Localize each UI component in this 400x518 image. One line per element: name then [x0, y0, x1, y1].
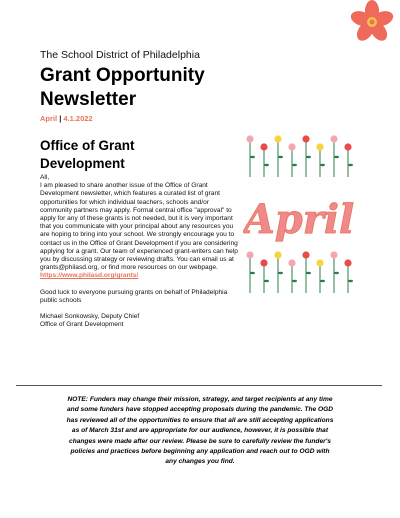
signature-name: Michael Sonkowsky, Deputy Chief — [40, 313, 140, 321]
flower-leaf — [292, 280, 297, 282]
flower-head — [330, 135, 337, 142]
flower-head — [288, 143, 295, 150]
flower-icon — [345, 0, 397, 48]
flower-leaf — [306, 156, 311, 158]
flower-head — [344, 259, 351, 266]
greeting: All, — [40, 174, 50, 181]
flower-leaf — [264, 164, 269, 166]
flower-border-icon — [246, 135, 353, 177]
date-separator: | — [59, 114, 62, 123]
flower-leaf — [292, 164, 297, 166]
flower-head — [246, 251, 253, 258]
flower-head — [260, 259, 267, 266]
flower-head — [344, 143, 351, 150]
grants-webpage-link[interactable]: https://www.philasd.org/grants/ — [40, 272, 139, 280]
flower-leaf — [320, 164, 325, 166]
page-title — [40, 64, 300, 112]
flower-leaf — [334, 156, 339, 158]
april-illustration — [243, 133, 355, 301]
title-line-1: Grant Opportunity — [40, 65, 205, 86]
flower-head — [316, 143, 323, 150]
flower-head — [246, 135, 253, 142]
flower-leaf — [320, 280, 325, 282]
district-name: The School District of Philadelphia — [40, 49, 200, 61]
flower-leaf — [264, 280, 269, 282]
flower-head — [274, 251, 281, 258]
divider — [16, 385, 382, 386]
intro-paragraph: I am pleased to share another issue of the Office of Grant Development newsletter, which features a curated list of grant opportunities for which individual teachers, schools and/or community partners may apply. Formal central office "approval" to apply for any of these grants is not needed, but it is very important that you communicate with your principal about any resources you are hoping to bring into your school. We strongly encourage you to contact us in the Office of Grant Development if you are considering applying for a grant. Our team of experienced grant-writers can help you by discussing strategy or reviewing drafts. You can email us at grants@philasd.org, or find more resources on our webpage. — [40, 182, 238, 272]
disclaimer-note: NOTE: Funders may change their mission, strategy, and target recipients at any time and some funders have stopped accepting proposals during the pandemic. The OGD has reviewed all of the opportunities to ensure that all are still accepting applications as of March 31st and are appropriate for our audience, however, it is possible that changes were made after our review. Please be sure to carefully review the funder's policies and practices before beginning any application and reach out to OGD with any changes you find. — [66, 396, 334, 466]
flower-head — [316, 259, 323, 266]
flower-head — [288, 259, 295, 266]
flower-leaf — [250, 272, 255, 274]
letter-body — [40, 174, 240, 329]
closing-text: Good luck to everyone pursuing grants on behalf of Philadelphia public schools — [40, 288, 228, 304]
flower-leaf — [278, 272, 283, 274]
flower-leaf — [250, 156, 255, 158]
title-line-2: Newsletter — [40, 89, 137, 110]
issue-month: April — [40, 114, 58, 123]
flower-head — [302, 251, 309, 258]
issue-date — [40, 114, 93, 123]
flower-leaf — [278, 156, 283, 158]
flower-head — [260, 143, 267, 150]
flower-head — [274, 135, 281, 142]
flower-leaf — [348, 280, 353, 282]
flower-leaf — [306, 272, 311, 274]
april-word: April — [243, 196, 355, 243]
issue-date-value: 4.1.2022 — [63, 114, 93, 123]
section-title — [40, 137, 190, 173]
flower-head — [302, 135, 309, 142]
flower-leaf — [348, 164, 353, 166]
section-title-line-1: Office of Grant — [40, 138, 135, 153]
section-title-line-2: Development — [40, 156, 125, 171]
flower-border-icon — [246, 251, 353, 293]
flower-head — [330, 251, 337, 258]
flower-leaf — [334, 272, 339, 274]
signature-office: Office of Grant Development — [40, 321, 124, 329]
